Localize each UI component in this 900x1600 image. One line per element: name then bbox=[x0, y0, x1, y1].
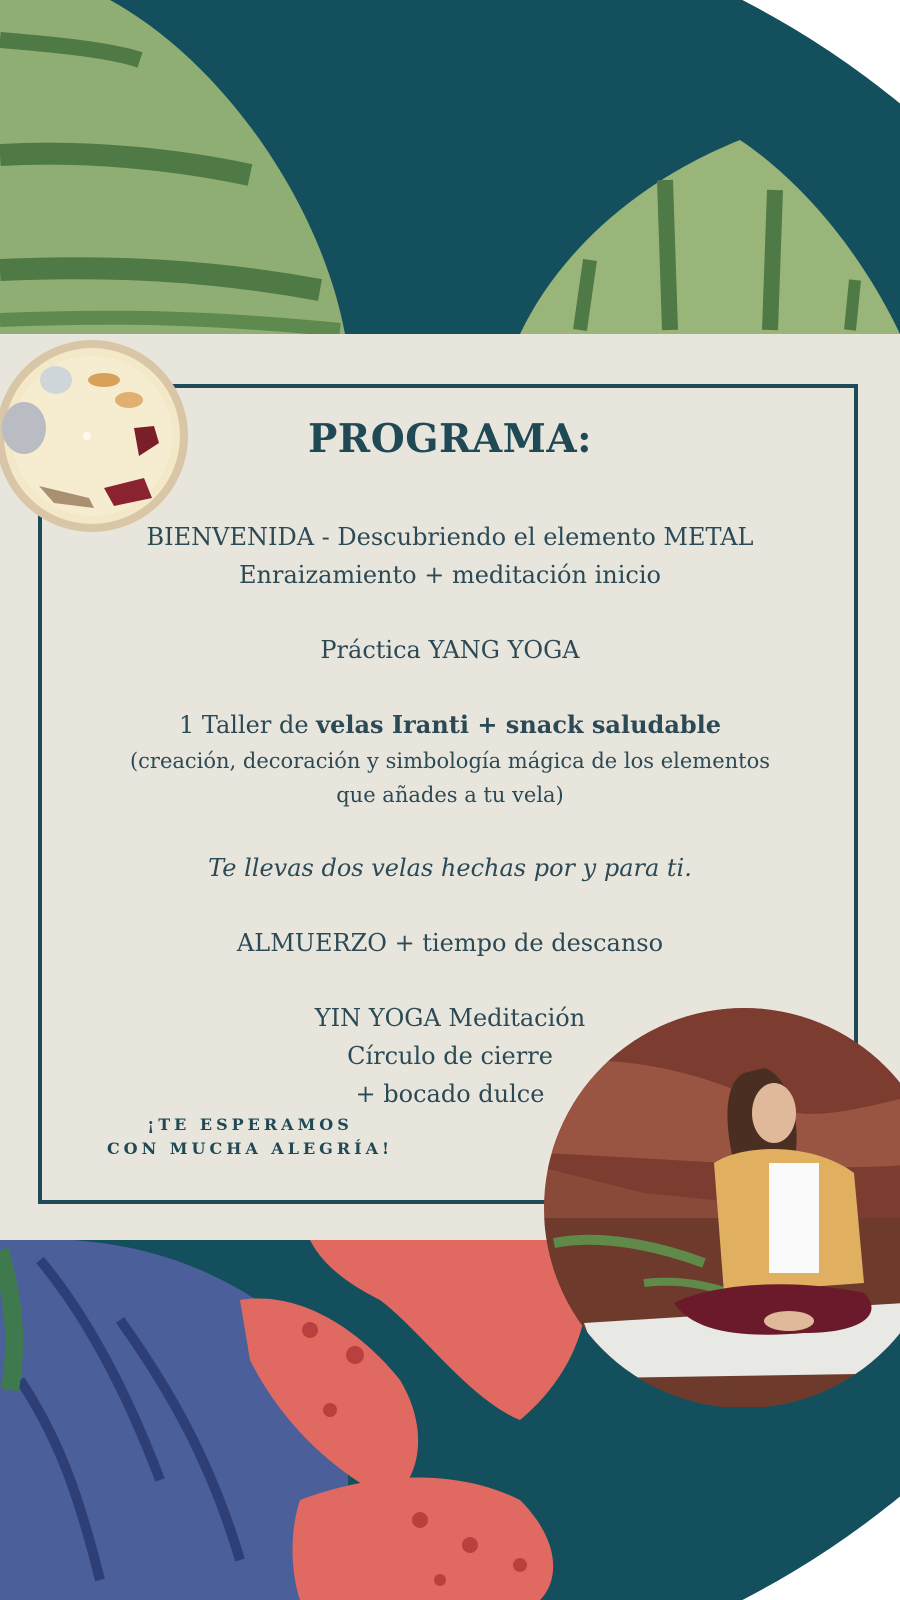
workshop-desc-1: (creación, decoración y simbología mágica de los elementos bbox=[129, 749, 771, 773]
takeaway-line: Te llevas dos velas hechas por y para ti. bbox=[208, 854, 692, 882]
workshop-prefix: 1 Taller de bbox=[178, 711, 317, 739]
grounding-line: Enraizamiento + meditación inicio bbox=[239, 561, 661, 589]
program-content bbox=[40, 416, 860, 1113]
closing-circle-line: Círculo de cierre bbox=[347, 1042, 553, 1070]
sweet-line: + bocado dulce bbox=[355, 1080, 545, 1108]
yang-yoga-line: Práctica YANG YOGA bbox=[320, 636, 580, 664]
yin-yoga-line: YIN YOGA Meditación bbox=[314, 1004, 586, 1032]
welcome-line: BIENVENIDA - Descubriendo el elemento METAL bbox=[146, 523, 754, 551]
lunch-line: ALMUERZO + tiempo de descanso bbox=[236, 929, 664, 957]
farewell-line-1: ¡TE ESPERAMOS bbox=[147, 1115, 353, 1134]
farewell-message bbox=[100, 1113, 400, 1161]
farewell-line-2: CON MUCHA ALEGRÍA! bbox=[106, 1139, 394, 1158]
workshop-highlight: velas Iranti + snack saludable bbox=[316, 710, 722, 739]
workshop-desc-2: que añades a tu vela) bbox=[336, 783, 564, 807]
program-title: PROGRAMA: bbox=[307, 416, 592, 462]
workshop-line bbox=[40, 706, 860, 744]
